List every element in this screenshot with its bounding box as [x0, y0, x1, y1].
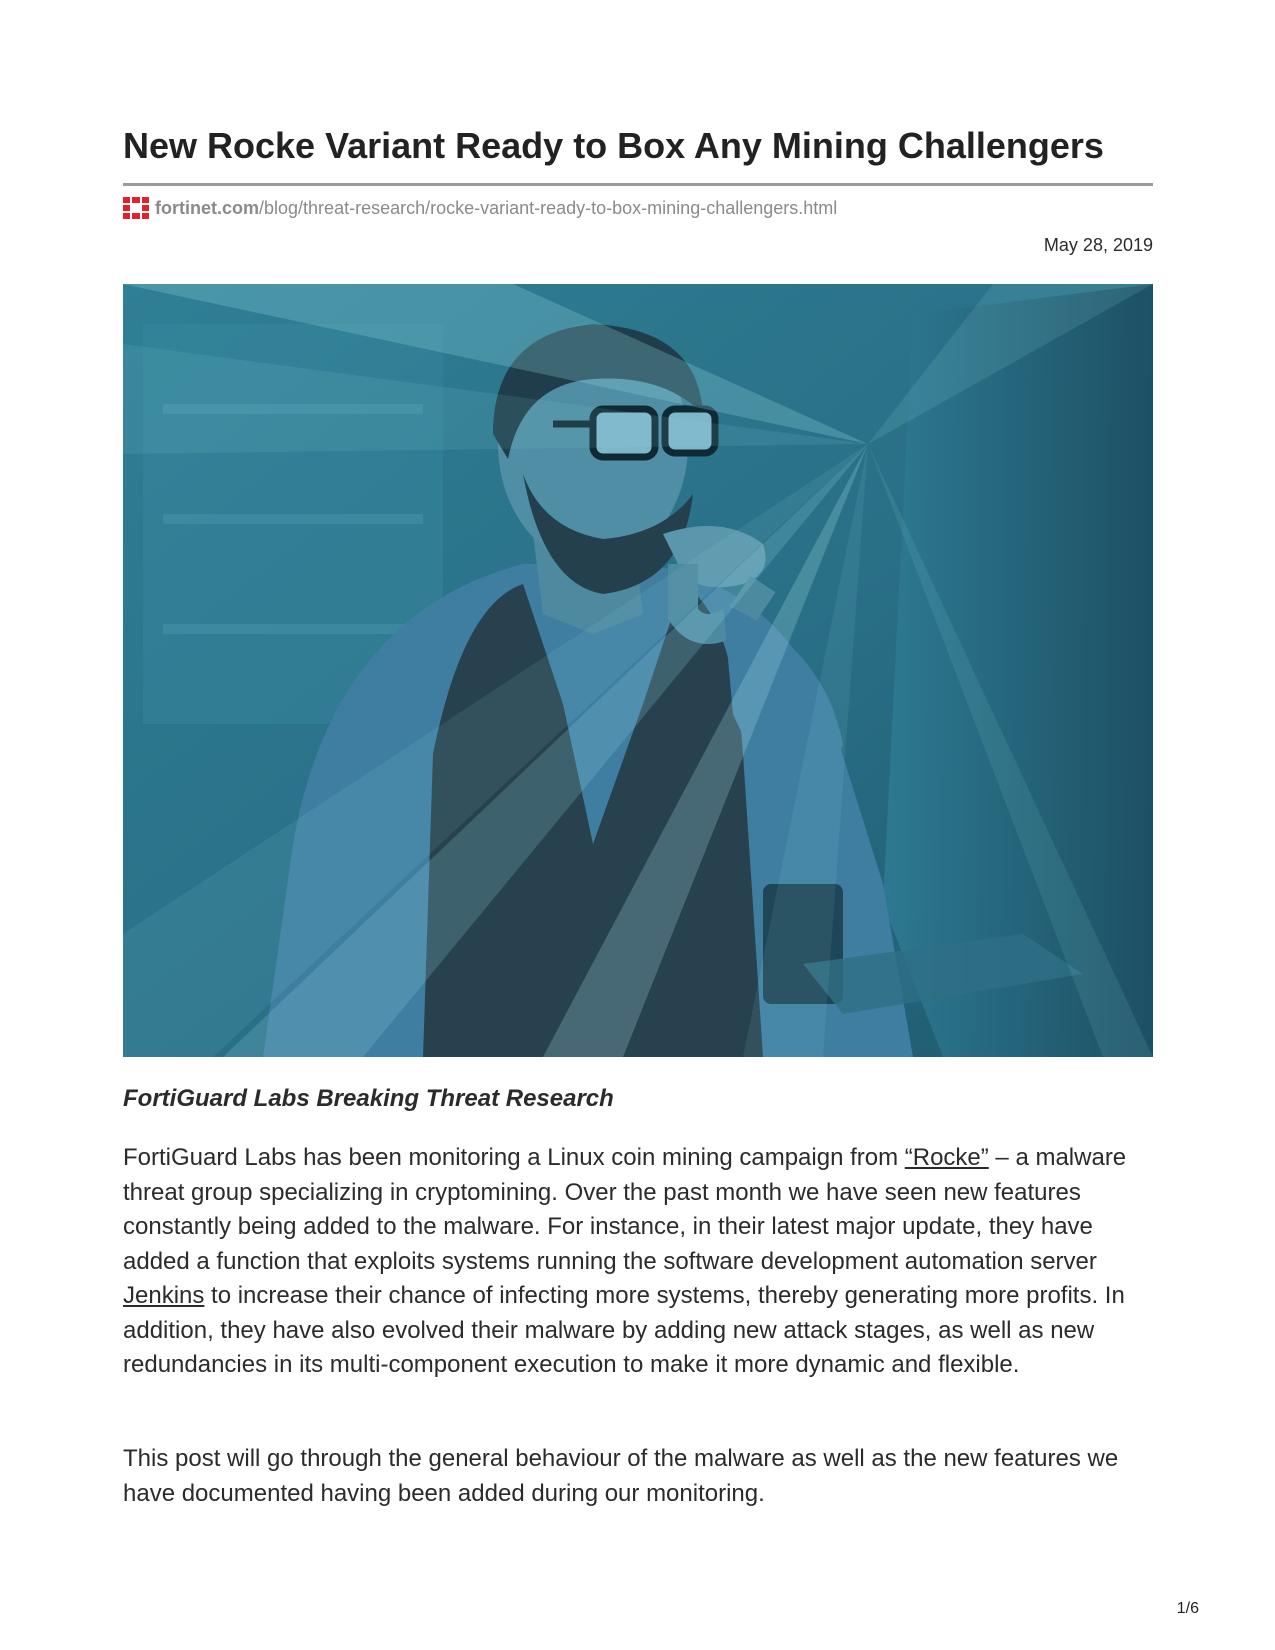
intro-paragraph: [123, 1141, 1153, 1383]
title-divider: [123, 183, 1153, 186]
source-domain[interactable]: fortinet.com: [155, 197, 260, 218]
page-number: 1/6: [1176, 1600, 1199, 1617]
hero-image: [123, 284, 1153, 1057]
publish-date: May 28, 2019: [1043, 235, 1153, 255]
rocke-link[interactable]: “Rocke”: [904, 1144, 989, 1171]
jenkins-link[interactable]: Jenkins: [123, 1282, 205, 1309]
source-path[interactable]: /blog/threat-research/rocke-variant-ready-to-box-mining-challengers.html: [259, 197, 838, 218]
article-caption: FortiGuard Labs Breaking Threat Research: [123, 1085, 614, 1112]
intro-text-2: – a malware threat group specializing in cryptomining. Over the past month we have seen new features constantly being added to the malware. For instance, in their latest major update, they have added a function that exploits systems running the software development automation server: [123, 1144, 1127, 1275]
page-title: New Rocke Variant Ready to Box Any Mining Challengers: [123, 125, 1104, 166]
intro-text-3: to increase their chance of infecting more systems, thereby generating more profits. In addition, they have also evolved their malware by adding new attack stages, as well as new redundancies in its multi-component execution to make it more dynamic and flexible.: [123, 1282, 1125, 1378]
intro-text-1: FortiGuard Labs has been monitoring a Linux coin mining campaign from: [123, 1144, 905, 1171]
fortinet-logo-icon: [123, 197, 149, 219]
source-url[interactable]: [123, 196, 837, 220]
overview-paragraph: This post will go through the general behaviour of the malware as well as the new features we have documented having been added during our monitoring.: [123, 1445, 1119, 1507]
